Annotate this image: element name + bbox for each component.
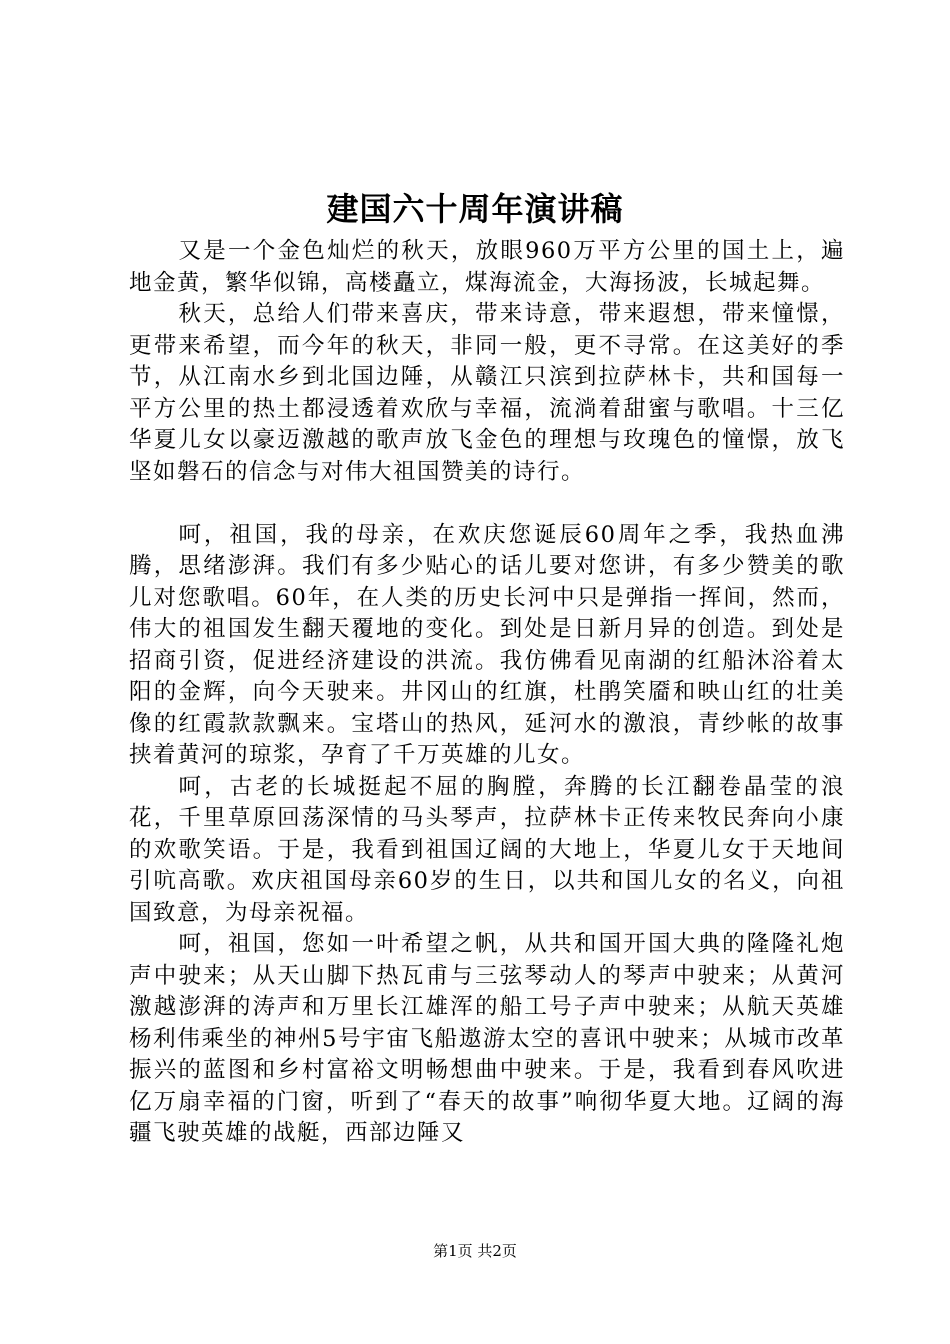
document-body bbox=[129, 236, 845, 1150]
page-footer: 第1页 共2页 bbox=[433, 1242, 517, 1260]
paragraph: 秋天，总给人们带来喜庆，带来诗意，带来遐想，带来憧憬，更带来希望，而今年的秋天，非同一般，更不寻常。在这美好的季节，从江南水乡到北国边陲，从赣江只滨到拉萨林卡，共和国每一平方公里的热土都浸透着欢欣与幸福，流淌着甜蜜与歌唱。十三亿华夏儿女以豪迈激越的歌声放飞金色的理想与玫瑰色的憧憬，放飞坚如磐石的信念与对伟大祖国赞美的诗行。 bbox=[129, 301, 845, 485]
paragraph: 呵，古老的长城挺起不屈的胸膛，奔腾的长江翻卷晶莹的浪花，千里草原回荡深情的马头琴声，拉萨林卡正传来牧民奔向小康的欢歌笑语。于是，我看到祖国辽阔的大地上，华夏儿女于天地间引吭高歌。欢庆祖国母亲60岁的生日，以共和国儿女的名义，向祖国致意，为母亲祝福。 bbox=[129, 773, 845, 926]
paragraph: 呵，祖国，您如一叶希望之帆，从共和国开国大典的隆隆礼炮声中驶来；从天山脚下热瓦甫与三弦琴动人的琴声中驶来；从黄河激越澎湃的涛声和万里长江雄浑的船工号子声中驶来；从航天英雄杨利伟乘坐的神州5号宇宙飞船遨游太空的喜讯中驶来；从城市改革振兴的蓝图和乡村富裕文明畅想曲中驶来。于是，我看到春风吹进亿万扇幸福的门窗，听到了“春天的故事”响彻华夏大地。辽阔的海疆飞驶英雄的战艇，西部边陲又 bbox=[129, 931, 845, 1146]
paragraph: 又是一个金色灿烂的秋天，放眼960万平方公里的国土上，遍地金黄，繁华似锦，高楼矗立，煤海流金，大海扬波，长城起舞。 bbox=[129, 238, 845, 296]
document-title: 建国六十周年演讲稿 bbox=[326, 190, 624, 228]
paragraph: 呵，祖国，我的母亲，在欢庆您诞辰60周年之季，我热血沸腾，思绪澎湃。我们有多少贴心的话儿要对您讲，有多少赞美的歌儿对您歌唱。60年，在人类的历史长河中只是弹指一挥间，然而，伟大的祖国发生翻天覆地的变化。到处是日新月异的创造。到处是招商引资，促进经济建设的洪流。我仿佛看见南湖的红船沐浴着太阳的金辉，向今天驶来。井冈山的红旗，杜鹃笑靥和映山红的壮美像的红霞款款飘来。宝塔山的热风，延河水的激浪，青纱帐的故事挟着黄河的琼浆，孕育了千万英雄的儿女。 bbox=[129, 521, 845, 768]
